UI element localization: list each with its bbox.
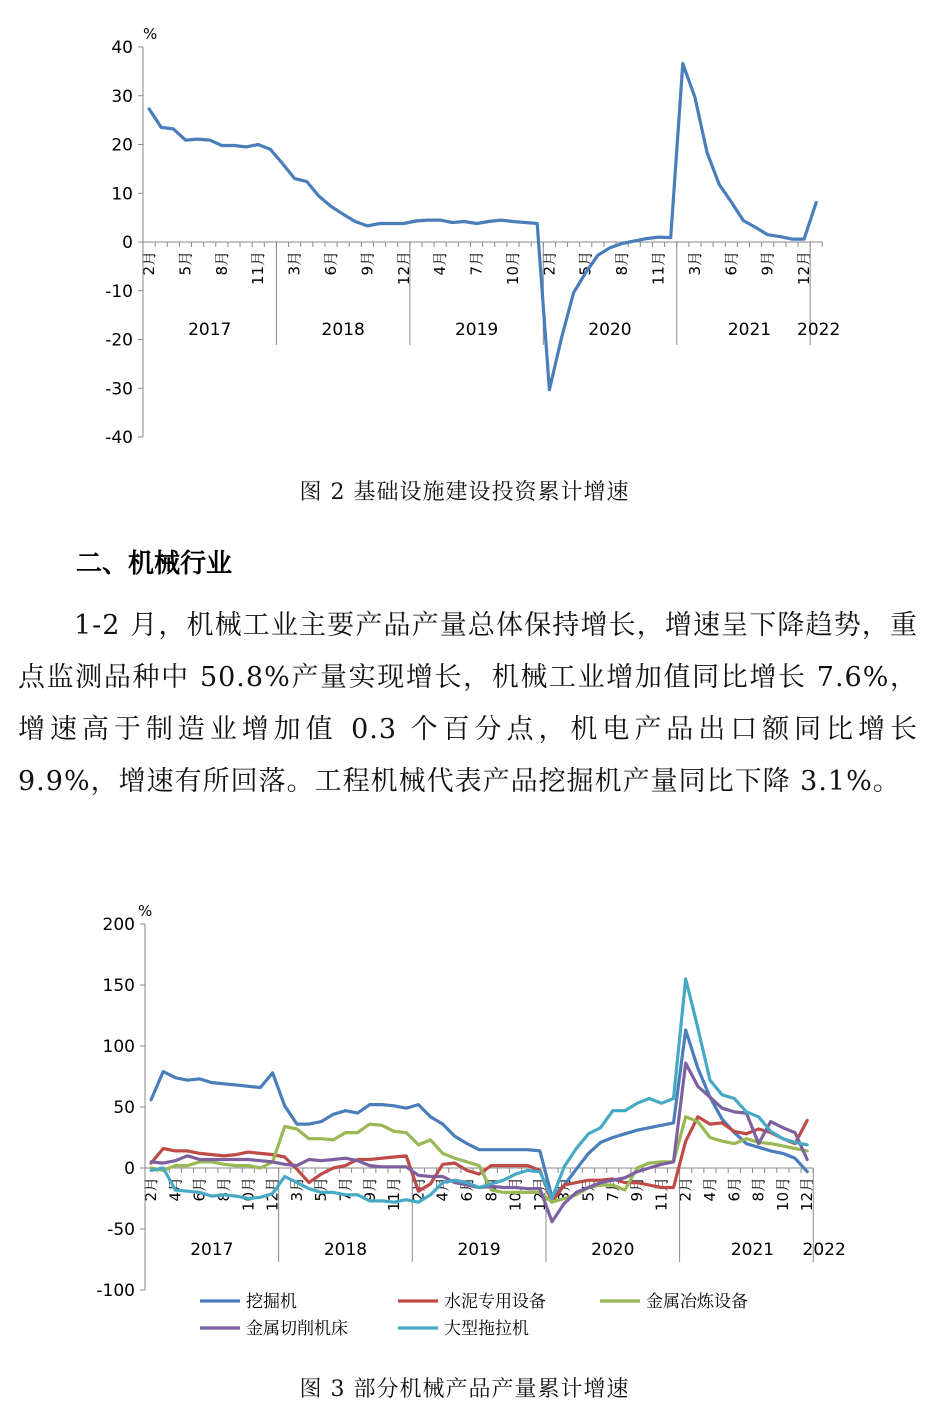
x-month-label: 6月 (190, 1177, 209, 1202)
x-month-label: 5月 (176, 251, 195, 276)
x-month-label: 8月 (482, 1177, 501, 1202)
year-label: 2022 (797, 320, 841, 340)
series-line-1 (149, 64, 816, 390)
legend-label: 金属冶炼设备 (646, 1292, 748, 1312)
year-label: 2021 (730, 1240, 775, 1260)
y-tick-label: 20 (111, 135, 133, 156)
x-month-label: 9月 (628, 1177, 647, 1202)
x-month-label: 4月 (700, 1177, 719, 1202)
x-month-label: 10月 (503, 251, 522, 286)
x-month-label: 3月 (287, 1177, 306, 1202)
x-month-label: 3月 (555, 1177, 574, 1202)
y-tick-label: 10 (111, 184, 133, 205)
x-month-label: 11月 (249, 251, 268, 286)
y-tick-label: 200 (102, 915, 135, 935)
y-tick-label: 100 (102, 1037, 135, 1057)
y-tick-label: 50 (113, 1098, 135, 1118)
year-label: 2021 (727, 320, 772, 340)
y-tick-label: -40 (105, 428, 133, 448)
year-label: 2017 (188, 320, 232, 340)
x-month-label: 5月 (576, 251, 595, 276)
year-label: 2018 (323, 1240, 368, 1260)
year-label: 2017 (190, 1240, 234, 1260)
y-tick-label: -20 (105, 330, 133, 351)
x-month-label: 10月 (239, 1177, 258, 1212)
y-tick-label: -100 (96, 1281, 135, 1301)
x-month-label: 9月 (360, 1177, 379, 1202)
machinery-output-chart (0, 890, 929, 1360)
y-tick-label: 150 (102, 976, 135, 996)
section-heading: 二、机械行业 (76, 549, 233, 579)
y-axis-unit: % (138, 902, 153, 920)
x-month-label: 11月 (385, 1177, 404, 1212)
x-month-label: 10月 (506, 1177, 525, 1212)
x-month-label: 7月 (336, 1177, 355, 1202)
x-month-label: 6月 (457, 1177, 476, 1202)
infrastructure-investment-chart (0, 0, 929, 465)
y-tick-label: -50 (107, 1220, 135, 1240)
x-month-label: 6月 (725, 1177, 744, 1202)
x-month-label: 8月 (613, 251, 632, 276)
x-month-label: 3月 (285, 251, 304, 276)
y-tick-label: -10 (105, 281, 133, 302)
x-month-label: 11月 (652, 1177, 671, 1212)
legend-label: 水泥专用设备 (444, 1292, 546, 1312)
x-month-label: 4月 (166, 1177, 185, 1202)
y-tick-label: 30 (111, 86, 133, 107)
x-month-label: 2月 (140, 251, 159, 276)
x-month-label: 2月 (142, 1177, 161, 1202)
x-month-label: 9月 (358, 251, 377, 276)
y-tick-label: 0 (124, 1159, 135, 1179)
x-month-label: 9月 (758, 251, 777, 276)
x-month-label: 12月 (795, 251, 814, 286)
x-month-label: 7月 (603, 1177, 622, 1202)
legend-label: 挖掘机 (246, 1292, 297, 1312)
year-label: 2020 (588, 320, 632, 340)
x-month-label: 12月 (530, 1177, 549, 1212)
x-month-label: 12月 (263, 1177, 282, 1212)
x-month-label: 2月 (409, 1177, 428, 1202)
year-label: 2022 (802, 1240, 846, 1260)
section-paragraph: 1-2 月，机械工业主要产品产量总体保持增长，增速呈下降趋势，重点监测品种中 50.8%产量实现增长，机械工业增加值同比增长 7.6%，增速高于制造业增加值 0.3 个百分点，机电产品出口额同比增长 9.9%，增速有所回落。工程机械代表产品挖掘机产量同比下降 3.1%。 (18, 610, 918, 797)
x-month-label: 8月 (749, 1177, 768, 1202)
x-month-label: 11月 (649, 251, 668, 286)
x-month-label: 5月 (312, 1177, 331, 1202)
year-label: 2019 (457, 1240, 501, 1260)
x-month-label: 6月 (322, 251, 341, 276)
x-month-label: 2月 (676, 1177, 695, 1202)
x-month-label: 7月 (467, 251, 486, 276)
y-tick-label: -30 (105, 379, 133, 400)
x-month-label: 8月 (214, 1177, 233, 1202)
x-month-label: 10月 (773, 1177, 792, 1212)
y-tick-label: 40 (111, 38, 133, 58)
year-label: 2019 (454, 320, 499, 340)
year-label: 2018 (321, 320, 365, 340)
x-month-label: 12月 (394, 251, 413, 286)
chart1-caption: 图 2 基础设施建设投资累计增速 (299, 480, 630, 505)
legend-label: 大型拖拉机 (444, 1319, 529, 1339)
y-tick-label: 0 (122, 233, 133, 253)
x-month-label: 8月 (212, 251, 231, 276)
chart2-caption: 图 3 部分机械产品产量累计增速 (299, 1377, 630, 1402)
x-month-label: 6月 (722, 251, 741, 276)
x-month-label: 4月 (433, 1177, 452, 1202)
year-label: 2020 (591, 1240, 635, 1260)
legend-label: 金属切削机床 (246, 1319, 348, 1339)
x-month-label: 12月 (798, 1177, 817, 1212)
x-month-label: 3月 (685, 251, 704, 276)
x-month-label: 2月 (540, 251, 559, 276)
x-month-label: 4月 (431, 251, 450, 276)
y-axis-unit: % (143, 25, 158, 43)
x-month-label: 5月 (579, 1177, 598, 1202)
